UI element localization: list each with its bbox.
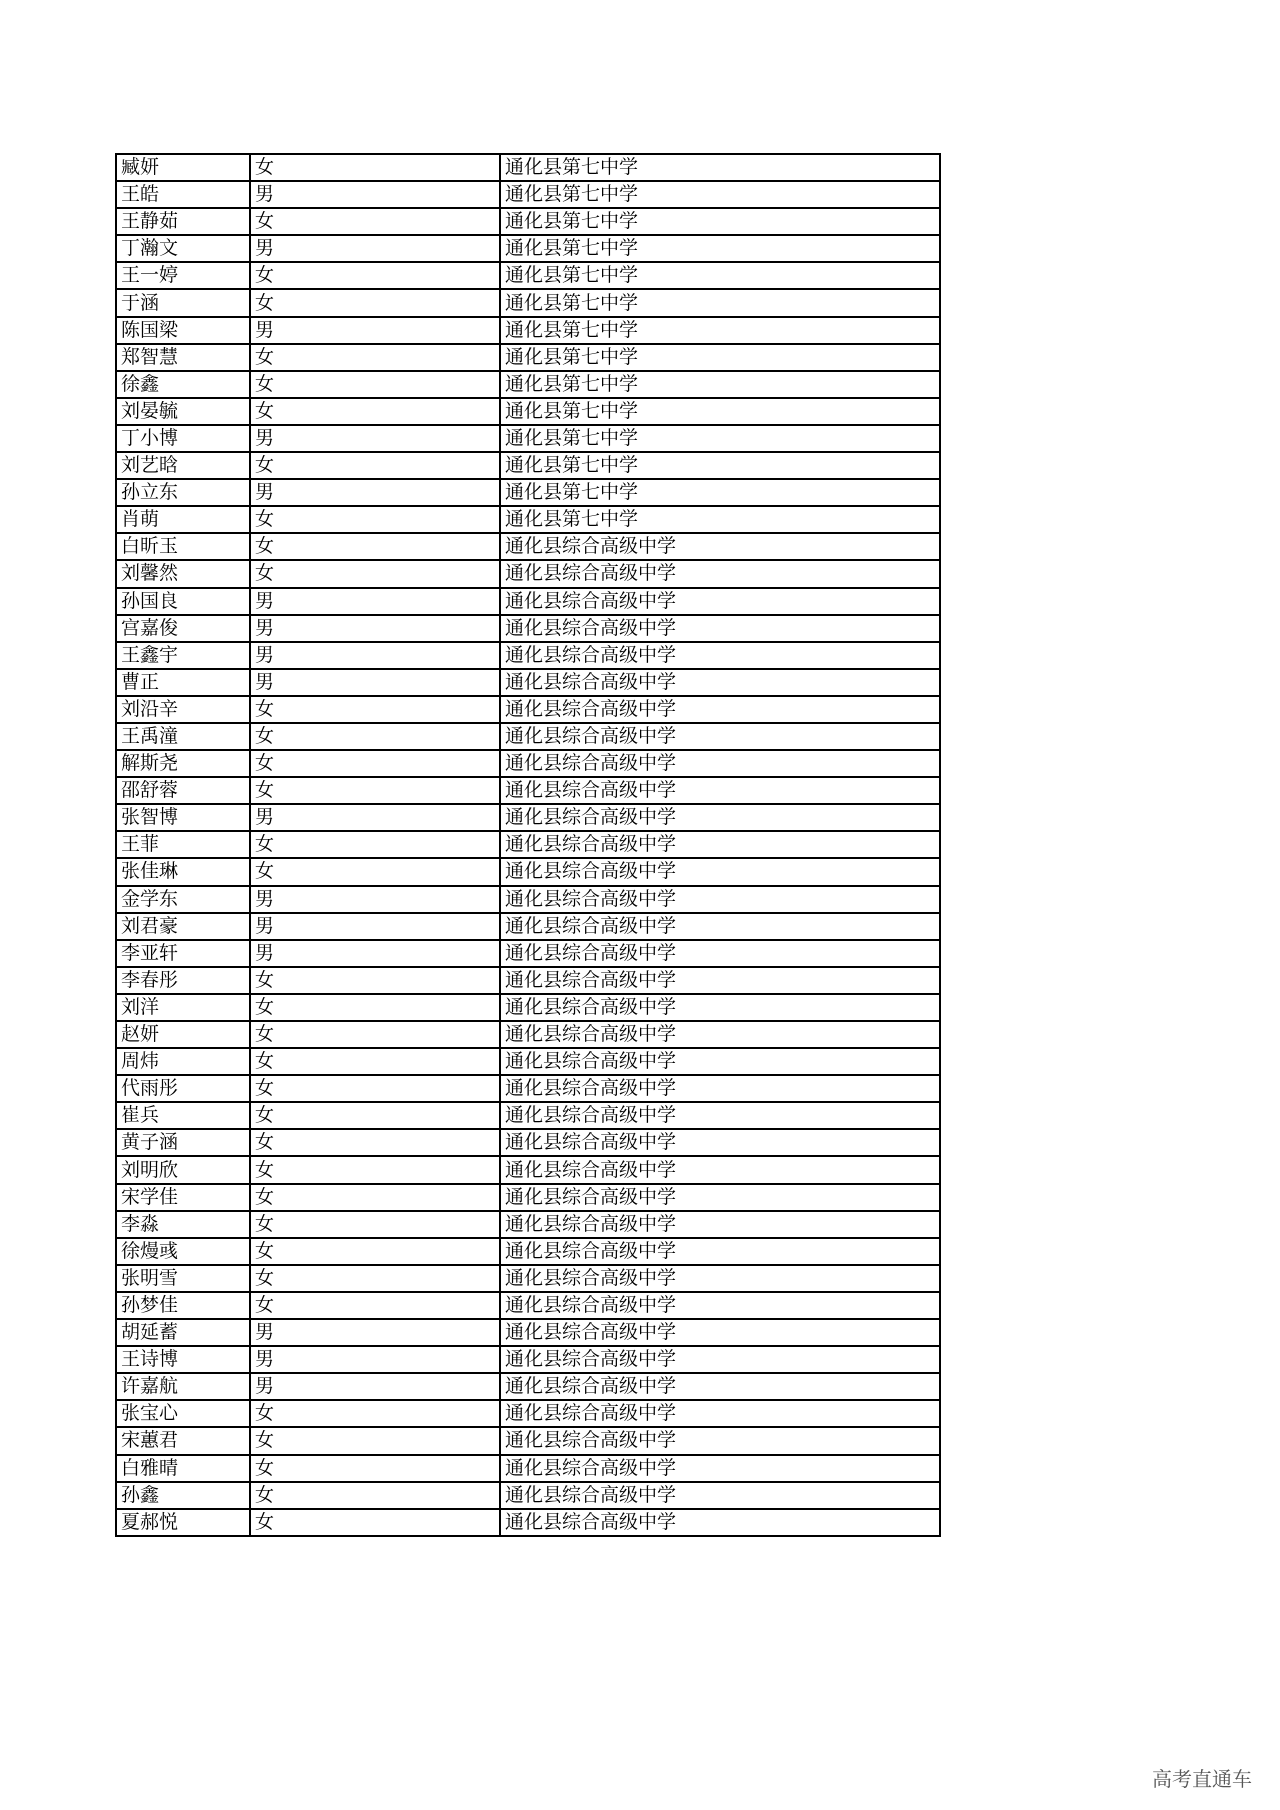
gender-cell: 女 [250, 208, 500, 235]
gender-cell: 女 [250, 1455, 500, 1482]
school-cell: 通化县综合高级中学 [500, 886, 940, 913]
table-row [116, 1427, 940, 1454]
gender-cell: 男 [250, 940, 500, 967]
student-name-cell: 丁小博 [116, 425, 250, 452]
school-cell: 通化县综合高级中学 [500, 1156, 940, 1183]
table-row [116, 262, 940, 289]
gender-cell: 女 [250, 1048, 500, 1075]
school-cell: 通化县综合高级中学 [500, 1455, 940, 1482]
gender-cell: 女 [250, 831, 500, 858]
table-row [116, 506, 940, 533]
school-cell: 通化县第七中学 [500, 181, 940, 208]
table-row [116, 1509, 940, 1536]
school-cell: 通化县综合高级中学 [500, 1427, 940, 1454]
table-row [116, 1346, 940, 1373]
table-row [116, 1102, 940, 1129]
gender-cell: 女 [250, 858, 500, 885]
student-name-cell: 邵舒蓉 [116, 777, 250, 804]
gender-cell: 女 [250, 289, 500, 316]
gender-cell: 女 [250, 750, 500, 777]
school-cell: 通化县第七中学 [500, 398, 940, 425]
student-name-cell: 周炜 [116, 1048, 250, 1075]
gender-cell: 女 [250, 1184, 500, 1211]
student-name-cell: 李亚轩 [116, 940, 250, 967]
school-cell: 通化县综合高级中学 [500, 1482, 940, 1509]
student-name-cell: 胡延蓄 [116, 1319, 250, 1346]
watermark: 高考直通车 [1152, 1767, 1252, 1791]
table-row [116, 317, 940, 344]
student-name-cell: 夏郝悦 [116, 1509, 250, 1536]
school-cell: 通化县综合高级中学 [500, 1075, 940, 1102]
school-cell: 通化县第七中学 [500, 479, 940, 506]
school-cell: 通化县第七中学 [500, 235, 940, 262]
gender-cell: 女 [250, 696, 500, 723]
gender-cell: 男 [250, 1373, 500, 1400]
school-cell: 通化县第七中学 [500, 425, 940, 452]
gender-cell: 女 [250, 1156, 500, 1183]
table-row [116, 994, 940, 1021]
school-cell: 通化县第七中学 [500, 289, 940, 316]
school-cell: 通化县综合高级中学 [500, 1400, 940, 1427]
gender-cell: 女 [250, 1292, 500, 1319]
table-row [116, 750, 940, 777]
table-row [116, 560, 940, 587]
school-cell: 通化县综合高级中学 [500, 1346, 940, 1373]
table-row [116, 452, 940, 479]
student-name-cell: 刘馨然 [116, 560, 250, 587]
student-name-cell: 白雅晴 [116, 1455, 250, 1482]
table-row [116, 1021, 940, 1048]
table-row [116, 696, 940, 723]
gender-cell: 男 [250, 669, 500, 696]
student-name-cell: 徐熳彧 [116, 1238, 250, 1265]
school-cell: 通化县综合高级中学 [500, 669, 940, 696]
table-row [116, 1129, 940, 1156]
table-row [116, 588, 940, 615]
table-row [116, 777, 940, 804]
gender-cell: 男 [250, 913, 500, 940]
student-name-cell: 刘君豪 [116, 913, 250, 940]
gender-cell: 女 [250, 1075, 500, 1102]
student-name-cell: 陈国梁 [116, 317, 250, 344]
school-cell: 通化县综合高级中学 [500, 1102, 940, 1129]
school-cell: 通化县综合高级中学 [500, 642, 940, 669]
table-row [116, 642, 940, 669]
student-name-cell: 刘洋 [116, 994, 250, 1021]
gender-cell: 男 [250, 1346, 500, 1373]
table-row [116, 181, 940, 208]
gender-cell: 女 [250, 344, 500, 371]
gender-cell: 女 [250, 533, 500, 560]
gender-cell: 女 [250, 1482, 500, 1509]
student-name-cell: 王一婷 [116, 262, 250, 289]
table-row [116, 208, 940, 235]
gender-cell: 男 [250, 479, 500, 506]
student-name-cell: 金学东 [116, 886, 250, 913]
student-name-cell: 刘艺晗 [116, 452, 250, 479]
table-row [116, 615, 940, 642]
table-row [116, 1184, 940, 1211]
table-row [116, 967, 940, 994]
student-name-cell: 刘沿辛 [116, 696, 250, 723]
table-row [116, 398, 940, 425]
school-cell: 通化县第七中学 [500, 506, 940, 533]
table-row [116, 1265, 940, 1292]
school-cell: 通化县综合高级中学 [500, 967, 940, 994]
student-name-cell: 刘明欣 [116, 1156, 250, 1183]
student-name-cell: 郑智慧 [116, 344, 250, 371]
school-cell: 通化县第七中学 [500, 262, 940, 289]
gender-cell: 女 [250, 1427, 500, 1454]
table-row [116, 1156, 940, 1183]
gender-cell: 男 [250, 588, 500, 615]
gender-cell: 女 [250, 723, 500, 750]
gender-cell: 女 [250, 560, 500, 587]
table-row [116, 1075, 940, 1102]
table-row [116, 154, 940, 181]
student-name-cell: 王诗博 [116, 1346, 250, 1373]
gender-cell: 女 [250, 777, 500, 804]
school-cell: 通化县综合高级中学 [500, 940, 940, 967]
school-cell: 通化县综合高级中学 [500, 777, 940, 804]
table-row [116, 533, 940, 560]
gender-cell: 女 [250, 1400, 500, 1427]
school-cell: 通化县第七中学 [500, 452, 940, 479]
student-name-cell: 许嘉航 [116, 1373, 250, 1400]
table-row [116, 371, 940, 398]
student-name-cell: 宋学佳 [116, 1184, 250, 1211]
school-cell: 通化县第七中学 [500, 317, 940, 344]
gender-cell: 女 [250, 994, 500, 1021]
student-name-cell: 黄子涵 [116, 1129, 250, 1156]
table-row [116, 669, 940, 696]
table-row [116, 479, 940, 506]
gender-cell: 女 [250, 1238, 500, 1265]
school-cell: 通化县第七中学 [500, 344, 940, 371]
student-name-cell: 张智博 [116, 804, 250, 831]
student-name-cell: 张宝心 [116, 1400, 250, 1427]
student-name-cell: 孙鑫 [116, 1482, 250, 1509]
table-row [116, 344, 940, 371]
table-row [116, 804, 940, 831]
school-cell: 通化县综合高级中学 [500, 913, 940, 940]
school-cell: 通化县第七中学 [500, 208, 940, 235]
school-cell: 通化县综合高级中学 [500, 994, 940, 1021]
school-cell: 通化县第七中学 [500, 371, 940, 398]
student-name-cell: 赵妍 [116, 1021, 250, 1048]
gender-cell: 女 [250, 506, 500, 533]
school-cell: 通化县综合高级中学 [500, 1509, 940, 1536]
gender-cell: 女 [250, 1129, 500, 1156]
school-cell: 通化县综合高级中学 [500, 1048, 940, 1075]
table-row [116, 1238, 940, 1265]
gender-cell: 女 [250, 371, 500, 398]
school-cell: 通化县综合高级中学 [500, 723, 940, 750]
student-name-cell: 肖萌 [116, 506, 250, 533]
student-name-cell: 李淼 [116, 1211, 250, 1238]
school-cell: 通化县综合高级中学 [500, 1319, 940, 1346]
school-cell: 通化县综合高级中学 [500, 1021, 940, 1048]
student-name-cell: 张佳琳 [116, 858, 250, 885]
gender-cell: 女 [250, 1021, 500, 1048]
gender-cell: 女 [250, 398, 500, 425]
school-cell: 通化县综合高级中学 [500, 858, 940, 885]
student-name-cell: 孙立东 [116, 479, 250, 506]
student-name-cell: 张明雪 [116, 1265, 250, 1292]
student-name-cell: 曹正 [116, 669, 250, 696]
school-cell: 通化县综合高级中学 [500, 1184, 940, 1211]
gender-cell: 男 [250, 425, 500, 452]
gender-cell: 男 [250, 804, 500, 831]
school-cell: 通化县综合高级中学 [500, 588, 940, 615]
student-name-cell: 刘晏毓 [116, 398, 250, 425]
school-cell: 通化县综合高级中学 [500, 831, 940, 858]
table-row [116, 831, 940, 858]
student-name-cell: 徐鑫 [116, 371, 250, 398]
school-cell: 通化县综合高级中学 [500, 560, 940, 587]
school-cell: 通化县综合高级中学 [500, 696, 940, 723]
school-cell: 通化县综合高级中学 [500, 615, 940, 642]
table-row [116, 940, 940, 967]
student-name-cell: 代雨彤 [116, 1075, 250, 1102]
gender-cell: 女 [250, 262, 500, 289]
table-row [116, 1482, 940, 1509]
school-cell: 通化县综合高级中学 [500, 1265, 940, 1292]
student-name-cell: 王静茹 [116, 208, 250, 235]
student-name-cell: 丁瀚文 [116, 235, 250, 262]
roster-body [116, 154, 940, 1536]
gender-cell: 女 [250, 967, 500, 994]
school-cell: 通化县综合高级中学 [500, 1238, 940, 1265]
student-name-cell: 孙梦佳 [116, 1292, 250, 1319]
gender-cell: 男 [250, 615, 500, 642]
table-row [116, 858, 940, 885]
school-cell: 通化县综合高级中学 [500, 750, 940, 777]
gender-cell: 女 [250, 154, 500, 181]
school-cell: 通化县综合高级中学 [500, 1211, 940, 1238]
table-row [116, 1319, 940, 1346]
student-name-cell: 王皓 [116, 181, 250, 208]
table-row [116, 723, 940, 750]
school-cell: 通化县第七中学 [500, 154, 940, 181]
gender-cell: 男 [250, 886, 500, 913]
school-cell: 通化县综合高级中学 [500, 1373, 940, 1400]
table-row [116, 1455, 940, 1482]
table-row [116, 1048, 940, 1075]
table-row [116, 1211, 940, 1238]
roster-table [115, 153, 941, 1537]
gender-cell: 女 [250, 1509, 500, 1536]
gender-cell: 女 [250, 1102, 500, 1129]
gender-cell: 女 [250, 1265, 500, 1292]
student-name-cell: 李春彤 [116, 967, 250, 994]
table-row [116, 1400, 940, 1427]
school-cell: 通化县综合高级中学 [500, 1129, 940, 1156]
student-name-cell: 臧妍 [116, 154, 250, 181]
gender-cell: 男 [250, 317, 500, 344]
student-name-cell: 宋蕙君 [116, 1427, 250, 1454]
table-row [116, 235, 940, 262]
student-name-cell: 白昕玉 [116, 533, 250, 560]
student-name-cell: 解斯尧 [116, 750, 250, 777]
student-name-cell: 王鑫宇 [116, 642, 250, 669]
student-name-cell: 王菲 [116, 831, 250, 858]
gender-cell: 女 [250, 452, 500, 479]
gender-cell: 男 [250, 1319, 500, 1346]
table-row [116, 1373, 940, 1400]
student-name-cell: 于涵 [116, 289, 250, 316]
table-row [116, 1292, 940, 1319]
student-name-cell: 孙国良 [116, 588, 250, 615]
gender-cell: 男 [250, 235, 500, 262]
gender-cell: 男 [250, 642, 500, 669]
student-name-cell: 宫嘉俊 [116, 615, 250, 642]
table-row [116, 425, 940, 452]
table-row [116, 913, 940, 940]
table-row [116, 886, 940, 913]
student-name-cell: 崔兵 [116, 1102, 250, 1129]
school-cell: 通化县综合高级中学 [500, 1292, 940, 1319]
school-cell: 通化县综合高级中学 [500, 804, 940, 831]
table-row [116, 289, 940, 316]
gender-cell: 男 [250, 181, 500, 208]
school-cell: 通化县综合高级中学 [500, 533, 940, 560]
gender-cell: 女 [250, 1211, 500, 1238]
student-name-cell: 王禹潼 [116, 723, 250, 750]
